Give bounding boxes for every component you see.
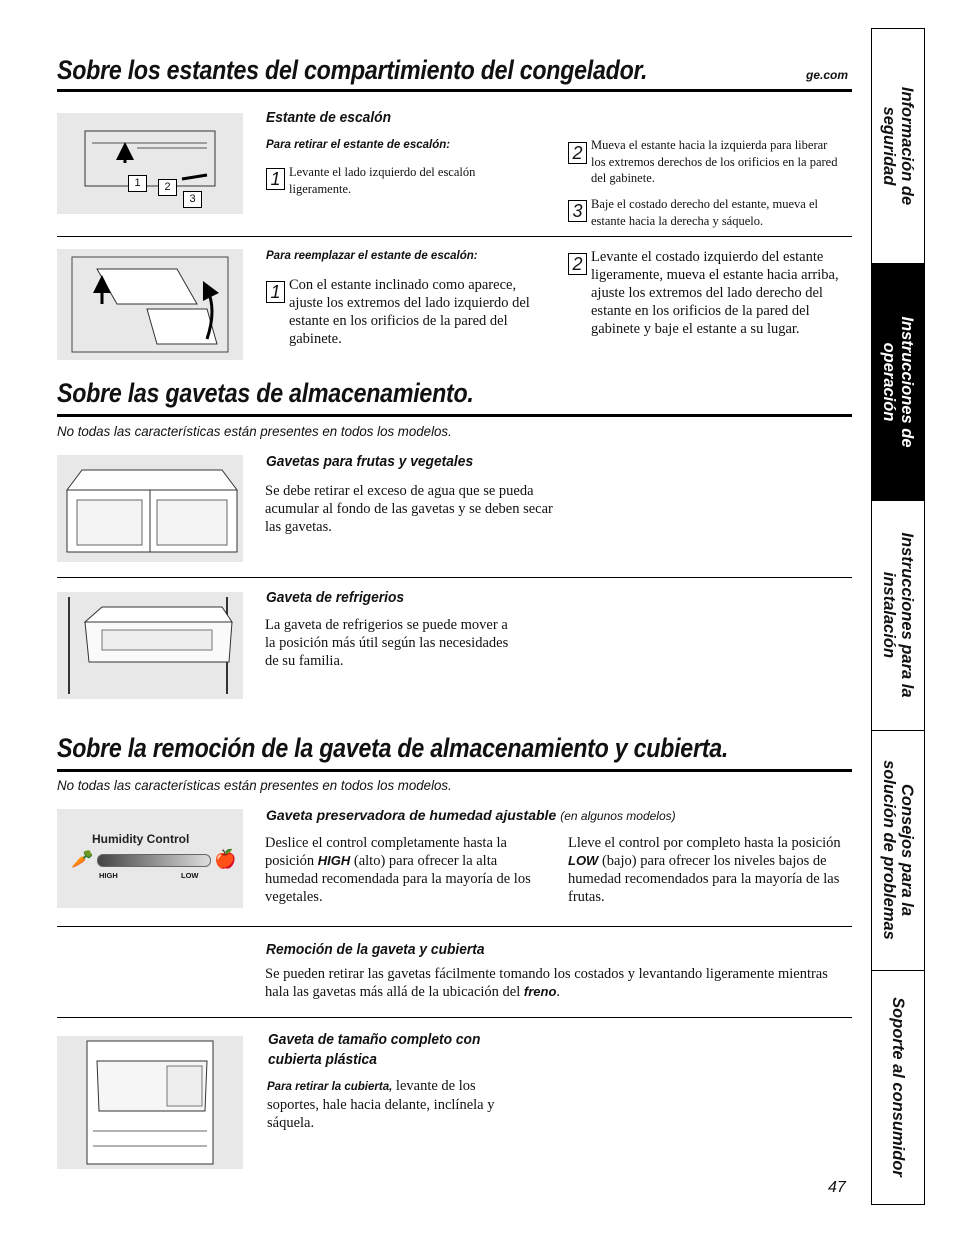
full-drawer-heading-line1: Gaveta de tamaño completo con: [268, 1031, 481, 1048]
step-shelf-illustration: [57, 113, 243, 214]
tab-soporte-al-consumidor[interactable]: [871, 970, 925, 1204]
step-shelf-heading: Estante de escalón: [266, 109, 392, 126]
replace-label: Para reemplazar el estante de escalón:: [266, 250, 478, 262]
cover-removal-pre: Se pueden retirar las gavetas fácilmente tomando los costados y levantando ligeramente mientras hala las gavetas más allá de la ubicación del: [265, 966, 828, 1000]
humidity-left-pre: Deslice el control completamente hasta la posición: [265, 835, 507, 869]
humidity-control-label: Humidity Control: [92, 832, 190, 846]
remove-label: Para retirar el estante de escalón:: [266, 139, 451, 151]
replace-step-2-text: Levante el costado izquierdo del estante ligeramente, mueva el estante hacia arriba, ajuste los extremos del lado derecho del estante en los orificios de la pared del gabinete y baje el estante a su lugar.: [591, 249, 839, 337]
cover-removal-text: [265, 965, 855, 1001]
page-title: Sobre los estantes del compartimiento del congelador.: [57, 55, 648, 85]
humidity-low-label: LOW: [181, 871, 199, 880]
callout-1: 1: [128, 175, 147, 192]
tab-label-instalacion: [880, 532, 916, 697]
snack-drawer-illustration: [57, 592, 243, 699]
tab-1-line1: Instrucciones de: [898, 315, 916, 448]
snack-heading: Gaveta de refrigerios: [266, 589, 405, 606]
full-drawer-image: [57, 1036, 243, 1169]
tab-1-line2: operación: [880, 342, 898, 421]
shelf-replace-illustration: [57, 249, 243, 360]
remove-step-1-number: 1: [266, 168, 285, 190]
removal-rule: [57, 769, 852, 772]
remove-step-2-number: 2: [568, 142, 587, 164]
tab-instrucciones-para-la-instalacion[interactable]: [871, 500, 925, 731]
step-shelf-replace-image: [57, 249, 243, 360]
humidity-left-post: (alto) para ofrecer la alta humedad recomendada para la mayoría de los vegetales.: [265, 853, 531, 905]
divider-2: [57, 577, 852, 578]
tab-label-operacion: [880, 316, 916, 447]
tab-instrucciones-de-operacion[interactable]: [871, 263, 925, 501]
tab-informacion-de-seguridad[interactable]: [871, 28, 925, 264]
humidity-high-label: HIGH: [99, 871, 118, 880]
humidity-heading: Gaveta preservadora de humedad ajustable: [266, 807, 557, 823]
tab-label-problemas: [880, 760, 916, 940]
remove-step-3-number: 3: [568, 200, 587, 222]
callout-2: 2: [158, 179, 177, 196]
tab-0-line2: seguridad: [880, 106, 898, 185]
tab-label-soporte: [889, 997, 907, 1177]
tab-0-line1: Información de: [898, 86, 916, 205]
humidity-left-text: [265, 834, 545, 906]
remove-step-2-text: Mueva el estante hacia la izquierda para liberar los extremos derechos de los orificios en la pared del gabinete.: [591, 138, 838, 185]
full-drawer-illustration: [57, 1036, 243, 1169]
tab-label-seguridad: [880, 86, 916, 204]
drawers-note: No todas las características están presentes en todos los modelos.: [57, 423, 452, 439]
snack-text: La gaveta de refrigerios se puede mover a la posición más útil según las necesidades de su familia.: [265, 617, 509, 669]
tab-3-line1: Consejos para la: [898, 783, 916, 917]
tab-3-line2: solución de problemas: [880, 760, 898, 940]
title-rule: [57, 89, 852, 92]
tab-consejos-solucion-de-problemas[interactable]: [871, 730, 925, 971]
drawers-rule: [57, 414, 852, 417]
full-drawer-heading-line2: cubierta plástica: [268, 1051, 377, 1068]
fruit-drawer-image: [57, 455, 243, 562]
remove-step-1-text: Levante el lado izquierdo del escalón ligeramente.: [289, 165, 476, 196]
full-drawer-text: [267, 1077, 529, 1132]
humidity-slider-track[interactable]: [97, 854, 211, 867]
full-drawer-body: levante de los soportes, hale hacia delante, inclínela y sáquela.: [267, 1078, 495, 1131]
replace-step-1-number: 1: [266, 281, 285, 303]
humidity-control-image: [57, 809, 243, 908]
humidity-right-post: (bajo) para ofrecer los niveles bajos de humedad recomendados para la mayoría de las frutas.: [568, 853, 840, 905]
fruit-heading: Gavetas para frutas y vegetales: [266, 453, 474, 470]
cover-removal-bold: freno: [523, 984, 557, 999]
removal-note: No todas las características están presentes en todos los modelos.: [57, 777, 452, 793]
humidity-heading-note: (en algunos modelos): [560, 809, 676, 823]
tab-4-line1: Soporte al consumidor: [889, 997, 907, 1177]
callout-3: 3: [183, 191, 202, 208]
step-shelf-remove-image: [57, 113, 243, 214]
drawers-title: Sobre las gavetas de almacenamiento.: [57, 378, 474, 408]
snack-drawer-image: [57, 592, 243, 699]
humidity-heading-row: [266, 807, 676, 825]
cover-removal-post: .: [556, 984, 561, 1000]
remove-step-3-text: Baje el costado derecho del estante, mueva el estante hacia la derecha y sáquelo.: [591, 197, 818, 228]
humidity-right-text: [568, 834, 853, 906]
tab-2-line2: instalación: [880, 571, 898, 659]
humidity-right-bold: LOW: [568, 853, 599, 868]
divider-1: [57, 236, 852, 237]
apple-icon: 🍎: [214, 849, 237, 870]
full-drawer-label: Para retirar la cubierta,: [267, 1081, 393, 1093]
fruit-text: Se debe retirar el exceso de agua que se pueda acumular al fondo de las gavetas y se deben secar las gavetas.: [265, 483, 553, 535]
page-number: 47: [828, 1179, 846, 1196]
carrot-icon: 🥕: [71, 849, 94, 869]
tab-2-line1: Instrucciones para la: [898, 532, 916, 698]
removal-title: Sobre la remoción de la gaveta de almacenamiento y cubierta.: [57, 733, 729, 763]
site-url[interactable]: ge.com: [806, 68, 849, 82]
humidity-left-bold: HIGH: [317, 853, 351, 868]
cover-removal-heading: Remoción de la gaveta y cubierta: [266, 941, 485, 958]
divider-3: [57, 926, 852, 927]
divider-4: [57, 1017, 852, 1018]
replace-step-2-number: 2: [568, 253, 587, 275]
humidity-right-pre: Lleve el control por completo hasta la posición: [568, 835, 841, 851]
replace-step-1-text: Con el estante inclinado como aparece, ajuste los extremos del lado izquierdo del estante en los orificios de la pared del gabinete.: [289, 277, 530, 347]
crisper-drawers-illustration: [57, 455, 243, 562]
